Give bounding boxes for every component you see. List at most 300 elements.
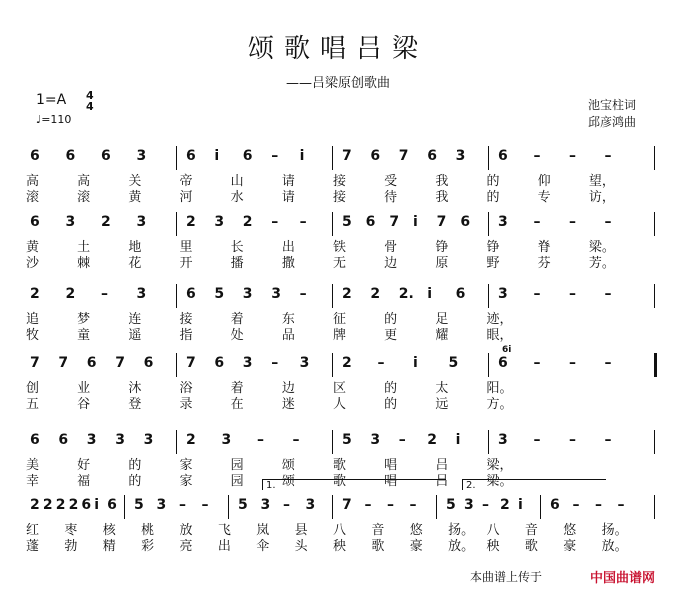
- lyric-char: 眼，: [486, 328, 513, 343]
- lyric-char: 沐: [128, 381, 142, 396]
- note: –: [569, 432, 576, 448]
- note: 6: [365, 214, 376, 230]
- lyric-char: 高: [77, 174, 91, 189]
- lyric-char: 业: [77, 381, 91, 396]
- lyric-char: 梁，: [486, 458, 513, 473]
- lyric-char: 彩: [141, 539, 155, 554]
- lyric-char: 追: [26, 312, 40, 327]
- bar-line: [332, 284, 333, 308]
- lyric-char: 童: [77, 328, 91, 343]
- lyric-char: 的: [384, 312, 398, 327]
- lyric-char: 飞: [217, 523, 231, 538]
- lyric-char: 亮: [179, 539, 193, 554]
- note: i: [413, 355, 418, 371]
- lyric-row: [0, 186, 676, 206]
- note: 3: [156, 497, 167, 513]
- credits: [588, 97, 636, 131]
- lyric-char: 待: [384, 190, 398, 205]
- lyric-char: 我: [435, 190, 449, 205]
- lyric-char: 园: [230, 474, 244, 489]
- lyric-char: 八: [333, 523, 347, 538]
- note: 2: [370, 286, 381, 302]
- lyric-char: 歌: [371, 539, 385, 554]
- note: 7: [398, 148, 409, 164]
- note: 2: [242, 214, 253, 230]
- bar-line: [176, 430, 177, 454]
- note: 6: [427, 148, 437, 164]
- lyric-char: 梁。: [486, 474, 513, 489]
- note-row: [0, 432, 676, 452]
- lyric-char: 望，: [588, 174, 615, 189]
- note: 5: [214, 286, 225, 302]
- note: –: [604, 214, 612, 230]
- end-bar-line: [654, 284, 655, 308]
- note: 6: [455, 286, 466, 302]
- site-logo: 中国曲谱网: [590, 571, 656, 586]
- lyric-char: 歌: [524, 539, 538, 554]
- note: 3: [221, 432, 232, 448]
- note: –: [271, 214, 279, 230]
- bar-line: [228, 495, 229, 519]
- end-bar-line: [654, 353, 657, 377]
- note: 6: [242, 148, 253, 164]
- lyric-char: 水: [230, 190, 244, 205]
- lyric-char: 接: [333, 174, 347, 189]
- lyric-char: 牧: [26, 328, 40, 343]
- tempo-mark: ♩=110: [36, 113, 72, 126]
- lyric-char: 好: [77, 458, 91, 473]
- time-bottom: 4: [86, 100, 94, 113]
- note: 3: [242, 286, 253, 302]
- lyric-char: 伞: [256, 539, 270, 554]
- note: 2.: [398, 286, 414, 302]
- lyric-char: 核: [102, 523, 116, 538]
- lyric-char: 遥: [128, 328, 142, 343]
- lyric-char: 我: [435, 174, 449, 189]
- note: 6: [214, 355, 225, 371]
- lyric-char: 岚: [256, 523, 270, 538]
- lyric-char: 录: [179, 397, 193, 412]
- lyric-char: 精: [102, 539, 116, 554]
- lyric-char: 铮: [435, 240, 449, 255]
- bar-line: [488, 353, 489, 377]
- note: i: [214, 148, 220, 164]
- lyric-char: 悠: [409, 523, 423, 538]
- bar-line: [176, 353, 177, 377]
- lyric-char: 的: [486, 174, 500, 189]
- note: 6: [30, 148, 40, 164]
- note: –: [569, 286, 576, 302]
- bar-line: [176, 284, 177, 308]
- lyric-row: [0, 393, 676, 413]
- lyric-char: 的: [384, 397, 398, 412]
- lyric-char: 野: [486, 256, 500, 271]
- lyric-char: 更: [384, 328, 398, 343]
- note-row: [0, 497, 676, 517]
- note: 3: [214, 214, 225, 230]
- note: –: [283, 497, 290, 513]
- bar-line: [488, 146, 489, 170]
- note: 6: [186, 286, 196, 302]
- lyric-char: 蓬: [26, 539, 40, 554]
- time-signature: [86, 90, 94, 112]
- note: –: [569, 214, 576, 230]
- end-bar-line: [654, 495, 655, 519]
- lyric-char: 请: [281, 190, 295, 205]
- note: 7: [342, 148, 352, 164]
- lyric-char: 无: [333, 256, 347, 271]
- lyric-char: 园: [230, 458, 244, 473]
- lyric-char: 福: [77, 474, 91, 489]
- lyric-char: 播: [230, 256, 244, 271]
- lyric-char: 扬。: [601, 523, 628, 538]
- lyric-char: 阳。: [486, 381, 513, 396]
- end-bar-line: [654, 430, 655, 454]
- lyric-char: 秧: [486, 539, 500, 554]
- note: 7: [389, 214, 400, 230]
- note: 5: [446, 497, 456, 513]
- song-title: 颂歌唱吕梁: [247, 34, 428, 64]
- lyric-char: 原: [435, 256, 449, 271]
- lyric-char: 颂: [281, 474, 295, 489]
- lyric-char: 棘: [77, 256, 91, 271]
- lyric-char: 征: [333, 312, 347, 327]
- note: 3: [143, 432, 154, 448]
- note: 3: [299, 355, 310, 371]
- bar-line: [124, 495, 125, 519]
- lyric-char: 颂: [281, 458, 295, 473]
- note: 3: [242, 355, 253, 371]
- note: –: [533, 148, 541, 164]
- note: 6: [65, 148, 76, 164]
- note-row: [0, 148, 676, 168]
- lyric-char: 足: [435, 312, 449, 327]
- note: 2: [55, 497, 66, 513]
- lyric-char: 黄: [26, 240, 40, 255]
- note: –: [572, 497, 580, 513]
- lyric-char: 歌: [333, 458, 347, 473]
- note: 2: [186, 432, 196, 448]
- note: –: [299, 286, 307, 302]
- note: 3: [86, 432, 97, 448]
- bar-line: [488, 284, 489, 308]
- lyric-char: 太: [435, 381, 449, 396]
- note: 2: [427, 432, 437, 448]
- bar-line: [540, 495, 541, 519]
- note: –: [101, 286, 108, 302]
- bar-line: [436, 495, 437, 519]
- note: –: [398, 432, 406, 448]
- note: 6: [550, 497, 560, 513]
- lyric-char: 美: [26, 458, 40, 473]
- lyric-char: 吕: [435, 474, 449, 489]
- lyric-char: 关: [128, 174, 142, 189]
- note: 2: [30, 286, 40, 302]
- lyric-char: 谷: [77, 397, 91, 412]
- lyric-char: 家: [179, 474, 193, 489]
- lyric-char: 枣: [64, 523, 78, 538]
- lyric-char: 创: [26, 381, 40, 396]
- note: –: [409, 497, 417, 513]
- lyricist: 池宝柱词: [587, 98, 636, 112]
- composer: 邱彦鸿曲: [587, 115, 636, 129]
- lyric-char: 豪: [563, 539, 577, 554]
- lyric-char: 唱: [384, 474, 398, 489]
- note: –: [617, 497, 625, 513]
- note: 3: [455, 148, 466, 164]
- note: 2: [186, 214, 196, 230]
- note: 7: [436, 214, 447, 230]
- note: –: [292, 432, 300, 448]
- lyric-char: 迷: [281, 397, 295, 412]
- note: 6: [30, 214, 40, 230]
- lyric-char: 桃: [141, 523, 155, 538]
- lyric-char: 豪: [409, 539, 423, 554]
- note: –: [533, 286, 541, 302]
- bar-line: [332, 353, 333, 377]
- lyric-char: 访，: [588, 190, 615, 205]
- song-subtitle: ——吕梁原创歌曲: [285, 76, 390, 91]
- note: 3: [305, 497, 316, 513]
- note: 6: [460, 214, 471, 230]
- lyric-char: 歌: [333, 474, 347, 489]
- note: –: [604, 148, 612, 164]
- note: –: [604, 355, 612, 371]
- note: 3: [136, 148, 147, 164]
- bar-line: [332, 430, 333, 454]
- note: 6: [498, 355, 508, 371]
- note: –: [299, 214, 307, 230]
- lyric-row: [0, 535, 676, 555]
- note: –: [271, 148, 279, 164]
- lyric-char: 着: [230, 381, 244, 396]
- note: 6: [186, 148, 196, 164]
- note: 6: [370, 148, 381, 164]
- lyric-char: 接: [179, 312, 193, 327]
- note: 3: [498, 214, 508, 230]
- volta-first: 1.: [262, 479, 446, 490]
- note: 5: [238, 497, 248, 513]
- lyric-char: 头: [294, 539, 308, 554]
- lyric-char: 长: [230, 240, 244, 255]
- note: 3: [370, 432, 381, 448]
- lyric-char: 五: [26, 397, 40, 412]
- note: –: [533, 214, 541, 230]
- upload-note: 本曲谱上传于: [470, 570, 543, 584]
- note: –: [482, 497, 489, 513]
- volta-second: 2.: [462, 479, 606, 490]
- note: 3: [498, 432, 508, 448]
- lyric-char: 幸: [26, 474, 40, 489]
- note: –: [569, 148, 576, 164]
- note: 5: [134, 497, 144, 513]
- bar-line: [332, 146, 333, 170]
- lyric-char: 芬: [537, 256, 551, 271]
- note: –: [201, 497, 209, 513]
- note: 7: [30, 355, 40, 371]
- lyric-char: 撒: [281, 256, 295, 271]
- lyric-char: 黄: [128, 190, 142, 205]
- lyric-char: 梁。: [588, 240, 615, 255]
- lyric-char: 牌: [333, 328, 347, 343]
- note: 2: [342, 355, 352, 371]
- lyric-char: 放。: [601, 539, 628, 554]
- lyric-char: 红: [26, 523, 40, 538]
- lyric-char: 的: [384, 381, 398, 396]
- note: –: [604, 432, 612, 448]
- lyric-char: 方。: [486, 397, 513, 412]
- note: 7: [186, 355, 196, 371]
- lyric-char: 山: [230, 174, 244, 189]
- lyric-char: 吕: [435, 458, 449, 473]
- lyric-char: 地: [128, 240, 142, 255]
- lyric-row: [0, 324, 676, 344]
- lyric-char: 的: [128, 474, 142, 489]
- note: 6: [107, 497, 117, 513]
- lyric-char: 耀: [435, 328, 449, 343]
- end-bar-line: [654, 146, 655, 170]
- note: 2: [68, 497, 79, 513]
- note: –: [179, 497, 186, 513]
- lyric-char: 家: [179, 458, 193, 473]
- lyric-char: 处: [230, 328, 244, 343]
- note-row: [0, 355, 676, 375]
- lyric-char: 开: [179, 256, 193, 271]
- note: –: [364, 497, 372, 513]
- lyric-char: 帝: [179, 174, 193, 189]
- lyric-char: 边: [281, 381, 295, 396]
- note: 5: [342, 432, 352, 448]
- lyric-char: 河: [179, 190, 193, 205]
- note: 3: [498, 286, 508, 302]
- lyric-char: 接: [333, 190, 347, 205]
- lyric-char: 铮: [486, 240, 500, 255]
- bar-line: [488, 430, 489, 454]
- lyric-char: 迹，: [486, 312, 513, 327]
- note: 2: [101, 214, 111, 230]
- lyric-char: 高: [26, 174, 40, 189]
- note: –: [533, 432, 541, 448]
- lyric-char: 浴: [179, 381, 193, 396]
- note: 3: [136, 286, 147, 302]
- lyric-char: 县: [294, 523, 308, 538]
- lyric-char: 芳。: [588, 256, 615, 271]
- note: 6: [30, 432, 40, 448]
- lyric-char: 放。: [448, 539, 475, 554]
- lyric-char: 里: [179, 240, 193, 255]
- note-row: [0, 286, 676, 306]
- lyric-char: 土: [77, 240, 91, 255]
- note: –: [271, 355, 279, 371]
- note: 3: [260, 497, 271, 513]
- note: –: [377, 355, 385, 371]
- lyric-char: 花: [128, 256, 142, 271]
- lyric-char: 音: [524, 523, 538, 538]
- lyric-char: 的: [486, 190, 500, 205]
- note: i: [413, 214, 418, 230]
- key-signature: 1=A: [36, 92, 67, 108]
- lyric-char: 边: [384, 256, 398, 271]
- note: 6: [58, 432, 69, 448]
- lyric-char: 唱: [384, 458, 398, 473]
- note: 3: [464, 497, 474, 513]
- lyric-char: 梦: [77, 312, 91, 327]
- lyric-char: 出: [217, 539, 231, 554]
- lyric-char: 连: [128, 312, 142, 327]
- note: –: [595, 497, 602, 513]
- note: i: [427, 286, 432, 302]
- note: 6: [143, 355, 154, 371]
- lyric-char: 远: [435, 397, 449, 412]
- time-top: 4: [86, 89, 94, 102]
- lyric-char: 在: [230, 397, 244, 412]
- note: 2: [30, 497, 40, 513]
- note: 6: [498, 148, 508, 164]
- lyric-char: 沙: [26, 256, 40, 271]
- note: 5: [342, 214, 352, 230]
- note: 3: [65, 214, 76, 230]
- lyric-char: 人: [333, 397, 347, 412]
- bar-line: [488, 212, 489, 236]
- lyric-char: 出: [281, 240, 295, 255]
- note: i: [299, 148, 305, 164]
- lyric-char: 扬。: [448, 523, 475, 538]
- note: 6: [101, 148, 111, 164]
- note: 6: [81, 497, 92, 513]
- lyric-char: 勃: [64, 539, 78, 554]
- note: i: [518, 497, 523, 513]
- note: 7: [115, 355, 125, 371]
- note: 2: [42, 497, 53, 513]
- note-row: [0, 214, 676, 234]
- note: –: [604, 286, 612, 302]
- lyric-char: 专: [537, 190, 551, 205]
- note: –: [387, 497, 394, 513]
- lyric-char: 音: [371, 523, 385, 538]
- lyric-char: 仰: [537, 174, 551, 189]
- note: –: [569, 355, 576, 371]
- grace-note: 6i: [502, 345, 512, 355]
- lyric-char: 的: [128, 458, 142, 473]
- note: 7: [342, 497, 352, 513]
- note: i: [94, 497, 100, 513]
- note: 2: [500, 497, 510, 513]
- lyric-char: 脊: [537, 240, 551, 255]
- lyric-char: 铁: [333, 240, 347, 255]
- note: 7: [58, 355, 69, 371]
- lyric-char: 放: [179, 523, 193, 538]
- lyric-char: 秧: [333, 539, 347, 554]
- bar-line: [176, 146, 177, 170]
- lyric-char: 区: [333, 381, 347, 396]
- note: 3: [115, 432, 125, 448]
- lyric-char: 悠: [563, 523, 577, 538]
- lyric-char: 请: [281, 174, 295, 189]
- note: 2: [65, 286, 76, 302]
- bar-line: [332, 495, 333, 519]
- lyric-row: [0, 252, 676, 272]
- lyric-char: 骨: [384, 240, 398, 255]
- lyric-char: 东: [281, 312, 295, 327]
- note: i: [455, 432, 461, 448]
- bar-line: [332, 212, 333, 236]
- end-bar-line: [654, 212, 655, 236]
- note: –: [257, 432, 264, 448]
- note: 5: [448, 355, 459, 371]
- lyric-char: 品: [281, 328, 295, 343]
- note: 3: [136, 214, 147, 230]
- bar-line: [176, 212, 177, 236]
